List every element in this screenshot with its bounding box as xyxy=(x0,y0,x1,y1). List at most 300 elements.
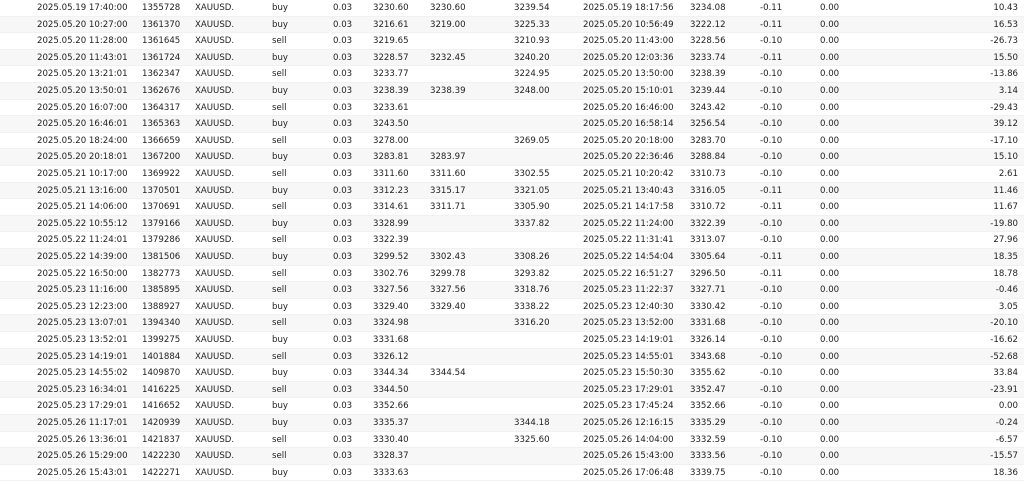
profit-cell: 11.67 xyxy=(993,202,1018,213)
close-price-cell: 3335.29 xyxy=(690,418,726,428)
profit-cell: 16.53 xyxy=(993,19,1018,30)
trade-row[interactable] xyxy=(0,315,1024,332)
symbol-cell: XAUUSD. xyxy=(195,368,235,379)
symbol-cell: XAUUSD. xyxy=(195,19,235,30)
swap-cell: 0.00 xyxy=(820,202,840,213)
close-price-cell: 3310.73 xyxy=(690,169,726,179)
open-price-cell: 3312.23 xyxy=(373,185,409,196)
trade-row[interactable] xyxy=(0,382,1024,399)
ticket-cell: 1422271 xyxy=(142,467,181,478)
profit-cell: -16.62 xyxy=(990,335,1018,345)
profit-cell: -23.91 xyxy=(990,384,1018,395)
type-cell: buy xyxy=(272,152,288,163)
open-time-cell: 2025.05.20 16:07:00 xyxy=(37,102,128,113)
ticket-cell: 1364317 xyxy=(142,102,181,113)
take-profit-cell: 3269.05 xyxy=(514,135,550,146)
volume-cell: 0.03 xyxy=(333,69,353,80)
type-cell: sell xyxy=(272,36,287,47)
swap-cell: 0.00 xyxy=(820,218,840,229)
open-time-cell: 2025.05.22 14:39:00 xyxy=(37,252,128,262)
close-time-cell: 2025.05.23 13:52:00 xyxy=(583,318,674,329)
ticket-cell: 1361724 xyxy=(142,52,181,63)
ticket-cell: 1362676 xyxy=(142,86,181,96)
commission-cell: -0.10 xyxy=(760,301,783,312)
open-time-cell: 2025.05.22 10:55:12 xyxy=(37,218,128,229)
type-cell: buy xyxy=(272,401,288,412)
trade-row[interactable] xyxy=(0,432,1024,449)
ticket-cell: 1422230 xyxy=(142,451,181,462)
close-time-cell: 2025.05.22 11:31:41 xyxy=(583,235,674,246)
close-time-cell: 2025.05.20 16:58:14 xyxy=(583,119,674,130)
type-cell: buy xyxy=(272,368,288,379)
close-price-cell: 3352.47 xyxy=(690,384,726,395)
trade-row[interactable] xyxy=(0,398,1024,415)
trade-row[interactable] xyxy=(0,249,1024,266)
symbol-cell: XAUUSD. xyxy=(195,451,235,462)
swap-cell: 0.00 xyxy=(820,69,840,80)
stop-loss-cell: 3232.45 xyxy=(430,52,466,63)
swap-cell: 0.00 xyxy=(820,351,840,362)
open-time-cell: 2025.05.23 17:29:01 xyxy=(37,401,128,412)
ticket-cell: 1355728 xyxy=(142,3,181,13)
profit-cell: 11.46 xyxy=(993,185,1018,196)
profit-cell: -29.43 xyxy=(990,102,1018,113)
commission-cell: -0.10 xyxy=(760,451,783,462)
take-profit-cell: 3318.76 xyxy=(514,285,550,296)
trade-row[interactable] xyxy=(0,33,1024,50)
swap-cell: 0.00 xyxy=(820,467,840,478)
commission-cell: -0.10 xyxy=(760,318,783,329)
open-price-cell: 3219.65 xyxy=(373,36,409,47)
profit-cell: -17.10 xyxy=(990,135,1018,146)
open-time-cell: 2025.05.20 13:21:01 xyxy=(37,69,128,80)
close-time-cell: 2025.05.26 15:43:00 xyxy=(583,451,674,462)
volume-cell: 0.03 xyxy=(333,218,353,229)
trade-row[interactable] xyxy=(0,100,1024,117)
swap-cell: 0.00 xyxy=(820,434,840,445)
swap-cell: 0.00 xyxy=(820,252,840,262)
close-price-cell: 3331.68 xyxy=(690,318,726,329)
close-time-cell: 2025.05.22 11:24:00 xyxy=(583,218,674,229)
commission-cell: -0.11 xyxy=(760,268,783,279)
ticket-cell: 1382773 xyxy=(142,268,181,279)
open-time-cell: 2025.05.23 16:34:01 xyxy=(37,384,128,395)
close-price-cell: 3234.08 xyxy=(690,3,726,13)
open-price-cell: 3314.61 xyxy=(373,202,409,213)
type-cell: sell xyxy=(272,351,287,362)
take-profit-cell: 3316.20 xyxy=(514,318,550,329)
profit-cell: 18.36 xyxy=(993,467,1018,478)
volume-cell: 0.03 xyxy=(333,119,353,130)
type-cell: sell xyxy=(272,235,287,246)
close-price-cell: 3333.56 xyxy=(690,451,726,462)
commission-cell: -0.10 xyxy=(760,152,783,163)
ticket-cell: 1421837 xyxy=(142,434,181,445)
symbol-cell: XAUUSD. xyxy=(195,434,235,445)
close-time-cell: 2025.05.20 20:18:00 xyxy=(583,135,674,146)
type-cell: buy xyxy=(272,467,288,478)
open-time-cell: 2025.05.23 13:52:01 xyxy=(37,335,128,345)
open-time-cell: 2025.05.23 11:16:00 xyxy=(37,285,128,296)
close-price-cell: 3239.44 xyxy=(690,86,726,96)
ticket-cell: 1366659 xyxy=(142,135,181,146)
symbol-cell: XAUUSD. xyxy=(195,3,235,13)
open-price-cell: 3228.57 xyxy=(373,52,409,63)
close-time-cell: 2025.05.26 12:16:15 xyxy=(583,418,674,428)
take-profit-cell: 3210.93 xyxy=(514,36,550,47)
type-cell: sell xyxy=(272,451,287,462)
ticket-cell: 1370501 xyxy=(142,185,181,196)
commission-cell: -0.10 xyxy=(760,285,783,296)
swap-cell: 0.00 xyxy=(820,301,840,312)
open-time-cell: 2025.05.23 12:23:00 xyxy=(37,301,128,312)
close-time-cell: 2025.05.23 15:50:30 xyxy=(583,368,674,379)
commission-cell: -0.10 xyxy=(760,434,783,445)
ticket-cell: 1381506 xyxy=(142,252,181,262)
trade-row[interactable] xyxy=(0,17,1024,34)
close-time-cell: 2025.05.20 16:46:00 xyxy=(583,102,674,113)
trade-row[interactable] xyxy=(0,116,1024,133)
trade-row[interactable] xyxy=(0,332,1024,349)
take-profit-cell: 3248.00 xyxy=(514,86,550,96)
open-price-cell: 3330.40 xyxy=(373,434,409,445)
close-time-cell: 2025.05.21 14:17:58 xyxy=(583,202,674,213)
type-cell: sell xyxy=(272,434,287,445)
close-time-cell: 2025.05.21 10:20:42 xyxy=(583,169,674,179)
trade-row[interactable] xyxy=(0,50,1024,67)
type-cell: sell xyxy=(272,202,287,213)
profit-cell: 39.12 xyxy=(993,119,1018,130)
volume-cell: 0.03 xyxy=(333,451,353,462)
symbol-cell: XAUUSD. xyxy=(195,467,235,478)
volume-cell: 0.03 xyxy=(333,36,353,47)
trade-row[interactable] xyxy=(0,66,1024,83)
commission-cell: -0.10 xyxy=(760,384,783,395)
swap-cell: 0.00 xyxy=(820,135,840,146)
volume-cell: 0.03 xyxy=(333,335,353,345)
open-time-cell: 2025.05.26 15:29:00 xyxy=(37,451,128,462)
profit-cell: 15.50 xyxy=(993,52,1018,63)
commission-cell: -0.11 xyxy=(760,185,783,196)
ticket-cell: 1362347 xyxy=(142,69,181,80)
stop-loss-cell: 3327.56 xyxy=(430,285,466,296)
trade-row[interactable] xyxy=(0,299,1024,316)
trade-row[interactable] xyxy=(0,415,1024,432)
type-cell: sell xyxy=(272,318,287,329)
close-time-cell: 2025.05.21 13:40:43 xyxy=(583,185,674,196)
open-time-cell: 2025.05.26 11:17:01 xyxy=(37,418,128,428)
ticket-cell: 1416652 xyxy=(142,401,181,412)
profit-cell: -13.86 xyxy=(990,69,1018,80)
symbol-cell: XAUUSD. xyxy=(195,401,235,412)
open-price-cell: 3233.61 xyxy=(373,102,409,113)
trade-row[interactable] xyxy=(0,266,1024,283)
take-profit-cell: 3239.54 xyxy=(514,3,550,13)
type-cell: sell xyxy=(272,102,287,113)
swap-cell: 0.00 xyxy=(820,102,840,113)
open-time-cell: 2025.05.23 14:55:02 xyxy=(37,368,128,379)
profit-cell: -0.46 xyxy=(995,285,1018,296)
trade-row[interactable] xyxy=(0,448,1024,465)
commission-cell: -0.10 xyxy=(760,36,783,47)
volume-cell: 0.03 xyxy=(333,185,353,196)
close-price-cell: 3327.71 xyxy=(690,285,726,296)
open-time-cell: 2025.05.26 15:43:01 xyxy=(37,467,128,478)
symbol-cell: XAUUSD. xyxy=(195,36,235,47)
stop-loss-cell: 3329.40 xyxy=(430,301,466,312)
commission-cell: -0.10 xyxy=(760,86,783,96)
trade-row[interactable] xyxy=(0,0,1024,17)
profit-cell: -0.24 xyxy=(995,418,1018,428)
take-profit-cell: 3240.20 xyxy=(514,52,550,63)
type-cell: buy xyxy=(272,185,288,196)
type-cell: sell xyxy=(272,384,287,395)
profit-cell: 2.61 xyxy=(998,169,1018,179)
open-price-cell: 3230.60 xyxy=(373,3,409,13)
stop-loss-cell: 3302.43 xyxy=(430,252,466,262)
open-price-cell: 3278.00 xyxy=(373,135,409,146)
ticket-cell: 1367200 xyxy=(142,152,181,163)
trade-row[interactable] xyxy=(0,282,1024,299)
swap-cell: 0.00 xyxy=(820,384,840,395)
open-time-cell: 2025.05.20 18:24:00 xyxy=(37,135,128,146)
type-cell: buy xyxy=(272,86,288,96)
type-cell: buy xyxy=(272,52,288,63)
open-time-cell: 2025.05.22 16:50:00 xyxy=(37,268,128,279)
trade-row[interactable] xyxy=(0,349,1024,366)
close-price-cell: 3330.42 xyxy=(690,301,726,312)
ticket-cell: 1361645 xyxy=(142,36,181,47)
close-price-cell: 3343.68 xyxy=(690,351,726,362)
volume-cell: 0.03 xyxy=(333,3,353,13)
volume-cell: 0.03 xyxy=(333,52,353,63)
volume-cell: 0.03 xyxy=(333,351,353,362)
close-time-cell: 2025.05.22 16:51:27 xyxy=(583,268,674,279)
open-price-cell: 3283.81 xyxy=(373,152,409,163)
profit-cell: 3.05 xyxy=(998,301,1018,312)
close-price-cell: 3222.12 xyxy=(690,19,726,30)
close-time-cell: 2025.05.20 12:03:36 xyxy=(583,52,674,63)
ticket-cell: 1399275 xyxy=(142,335,181,345)
commission-cell: -0.10 xyxy=(760,69,783,80)
take-profit-cell: 3308.26 xyxy=(514,252,550,262)
trade-row[interactable] xyxy=(0,133,1024,150)
profit-cell: -26.73 xyxy=(990,36,1018,47)
commission-cell: -0.10 xyxy=(760,135,783,146)
ticket-cell: 1388927 xyxy=(142,301,181,312)
close-time-cell: 2025.05.23 17:29:01 xyxy=(583,384,674,395)
commission-cell: -0.10 xyxy=(760,335,783,345)
trade-row[interactable] xyxy=(0,149,1024,166)
stop-loss-cell: 3219.00 xyxy=(430,19,466,30)
close-time-cell: 2025.05.26 17:06:48 xyxy=(583,467,674,478)
volume-cell: 0.03 xyxy=(333,434,353,445)
trade-row[interactable] xyxy=(0,232,1024,249)
close-time-cell: 2025.05.20 22:36:46 xyxy=(583,152,674,163)
open-price-cell: 3333.63 xyxy=(373,467,409,478)
take-profit-cell: 3325.60 xyxy=(514,434,550,445)
volume-cell: 0.03 xyxy=(333,135,353,146)
type-cell: sell xyxy=(272,135,287,146)
swap-cell: 0.00 xyxy=(820,169,840,179)
trade-row[interactable] xyxy=(0,183,1024,200)
close-time-cell: 2025.05.23 12:40:30 xyxy=(583,301,674,312)
close-time-cell: 2025.05.23 14:19:01 xyxy=(583,335,674,345)
close-price-cell: 3326.14 xyxy=(690,335,726,345)
commission-cell: -0.11 xyxy=(760,252,783,262)
take-profit-cell: 3225.33 xyxy=(514,19,550,30)
symbol-cell: XAUUSD. xyxy=(195,135,235,146)
volume-cell: 0.03 xyxy=(333,235,353,246)
ticket-cell: 1409870 xyxy=(142,368,181,379)
symbol-cell: XAUUSD. xyxy=(195,285,235,296)
close-price-cell: 3339.75 xyxy=(690,467,726,478)
profit-cell: -6.57 xyxy=(995,434,1018,445)
volume-cell: 0.03 xyxy=(333,169,353,179)
trade-row[interactable] xyxy=(0,465,1024,482)
close-price-cell: 3256.54 xyxy=(690,119,726,130)
close-price-cell: 3233.74 xyxy=(690,52,726,63)
volume-cell: 0.03 xyxy=(333,418,353,428)
close-time-cell: 2025.05.26 14:04:00 xyxy=(583,434,674,445)
volume-cell: 0.03 xyxy=(333,102,353,113)
open-time-cell: 2025.05.21 10:17:00 xyxy=(37,169,128,179)
ticket-cell: 1370691 xyxy=(142,202,181,213)
open-time-cell: 2025.05.20 11:28:00 xyxy=(37,36,128,47)
symbol-cell: XAUUSD. xyxy=(195,384,235,395)
swap-cell: 0.00 xyxy=(820,418,840,428)
take-profit-cell: 3293.82 xyxy=(514,268,550,279)
stop-loss-cell: 3311.60 xyxy=(430,169,466,179)
open-price-cell: 3326.12 xyxy=(373,351,409,362)
volume-cell: 0.03 xyxy=(333,19,353,30)
symbol-cell: XAUUSD. xyxy=(195,301,235,312)
profit-cell: 33.84 xyxy=(993,368,1018,379)
volume-cell: 0.03 xyxy=(333,467,353,478)
commission-cell: -0.10 xyxy=(760,351,783,362)
symbol-cell: XAUUSD. xyxy=(195,351,235,362)
symbol-cell: XAUUSD. xyxy=(195,252,235,262)
close-price-cell: 3316.05 xyxy=(690,185,726,196)
close-time-cell: 2025.05.23 11:22:37 xyxy=(583,285,674,296)
swap-cell: 0.00 xyxy=(820,19,840,30)
profit-cell: -52.68 xyxy=(990,351,1018,362)
take-profit-cell: 3302.55 xyxy=(514,169,550,179)
ticket-cell: 1379286 xyxy=(142,235,181,246)
volume-cell: 0.03 xyxy=(333,285,353,296)
open-time-cell: 2025.05.22 11:24:01 xyxy=(37,235,128,246)
stop-loss-cell: 3311.71 xyxy=(430,202,466,213)
swap-cell: 0.00 xyxy=(820,451,840,462)
swap-cell: 0.00 xyxy=(820,185,840,196)
open-time-cell: 2025.05.26 13:36:01 xyxy=(37,434,128,445)
close-price-cell: 3352.66 xyxy=(690,401,726,412)
commission-cell: -0.10 xyxy=(760,102,783,113)
volume-cell: 0.03 xyxy=(333,368,353,379)
type-cell: buy xyxy=(272,19,288,30)
trade-row[interactable] xyxy=(0,199,1024,216)
type-cell: sell xyxy=(272,69,287,80)
open-time-cell: 2025.05.20 13:50:01 xyxy=(37,86,128,96)
swap-cell: 0.00 xyxy=(820,401,840,412)
swap-cell: 0.00 xyxy=(820,285,840,296)
symbol-cell: XAUUSD. xyxy=(195,418,235,428)
commission-cell: -0.10 xyxy=(760,218,783,229)
ticket-cell: 1385895 xyxy=(142,285,181,296)
swap-cell: 0.00 xyxy=(820,268,840,279)
type-cell: sell xyxy=(272,268,287,279)
trade-row[interactable] xyxy=(0,166,1024,183)
volume-cell: 0.03 xyxy=(333,401,353,412)
close-price-cell: 3313.07 xyxy=(690,235,726,246)
open-price-cell: 3299.52 xyxy=(373,252,409,262)
swap-cell: 0.00 xyxy=(820,52,840,63)
symbol-cell: XAUUSD. xyxy=(195,86,235,96)
commission-cell: -0.10 xyxy=(760,467,783,478)
ticket-cell: 1361370 xyxy=(142,19,181,30)
open-price-cell: 3322.39 xyxy=(373,235,409,246)
commission-cell: -0.10 xyxy=(760,401,783,412)
open-time-cell: 2025.05.19 17:40:00 xyxy=(37,3,128,13)
close-price-cell: 3228.56 xyxy=(690,36,726,47)
open-time-cell: 2025.05.20 16:46:01 xyxy=(37,119,128,130)
swap-cell: 0.00 xyxy=(820,36,840,47)
symbol-cell: XAUUSD. xyxy=(195,202,235,213)
volume-cell: 0.03 xyxy=(333,318,353,329)
close-time-cell: 2025.05.20 15:10:01 xyxy=(583,86,674,96)
close-time-cell: 2025.05.22 14:54:04 xyxy=(583,252,674,262)
volume-cell: 0.03 xyxy=(333,268,353,279)
open-time-cell: 2025.05.20 20:18:01 xyxy=(37,152,128,163)
trade-row[interactable] xyxy=(0,216,1024,233)
close-price-cell: 3305.64 xyxy=(690,252,726,262)
close-time-cell: 2025.05.20 10:56:49 xyxy=(583,19,674,30)
commission-cell: -0.10 xyxy=(760,119,783,130)
open-price-cell: 3328.37 xyxy=(373,451,409,462)
symbol-cell: XAUUSD. xyxy=(195,169,235,179)
profit-cell: 3.14 xyxy=(998,86,1018,96)
ticket-cell: 1401884 xyxy=(142,351,181,362)
volume-cell: 0.03 xyxy=(333,252,353,262)
ticket-cell: 1394340 xyxy=(142,318,181,329)
symbol-cell: XAUUSD. xyxy=(195,268,235,279)
symbol-cell: XAUUSD. xyxy=(195,235,235,246)
trade-row[interactable] xyxy=(0,83,1024,100)
swap-cell: 0.00 xyxy=(820,368,840,379)
trade-row[interactable] xyxy=(0,365,1024,382)
swap-cell: 0.00 xyxy=(820,335,840,345)
take-profit-cell: 3305.90 xyxy=(514,202,550,213)
volume-cell: 0.03 xyxy=(333,301,353,312)
open-time-cell: 2025.05.23 14:19:01 xyxy=(37,351,128,362)
open-price-cell: 3331.68 xyxy=(373,335,409,345)
open-price-cell: 3329.40 xyxy=(373,301,409,312)
swap-cell: 0.00 xyxy=(820,235,840,246)
take-profit-cell: 3338.22 xyxy=(514,301,550,312)
open-time-cell: 2025.05.21 14:06:00 xyxy=(37,202,128,213)
type-cell: buy xyxy=(272,218,288,229)
open-time-cell: 2025.05.20 10:27:00 xyxy=(37,19,128,30)
close-price-cell: 3288.84 xyxy=(690,152,726,163)
open-price-cell: 3344.50 xyxy=(373,384,409,395)
stop-loss-cell: 3299.78 xyxy=(430,268,466,279)
type-cell: buy xyxy=(272,119,288,130)
type-cell: buy xyxy=(272,335,288,345)
close-time-cell: 2025.05.20 11:43:00 xyxy=(583,36,674,47)
close-price-cell: 3243.42 xyxy=(690,102,726,113)
commission-cell: -0.10 xyxy=(760,418,783,428)
profit-cell: 10.43 xyxy=(993,3,1018,13)
